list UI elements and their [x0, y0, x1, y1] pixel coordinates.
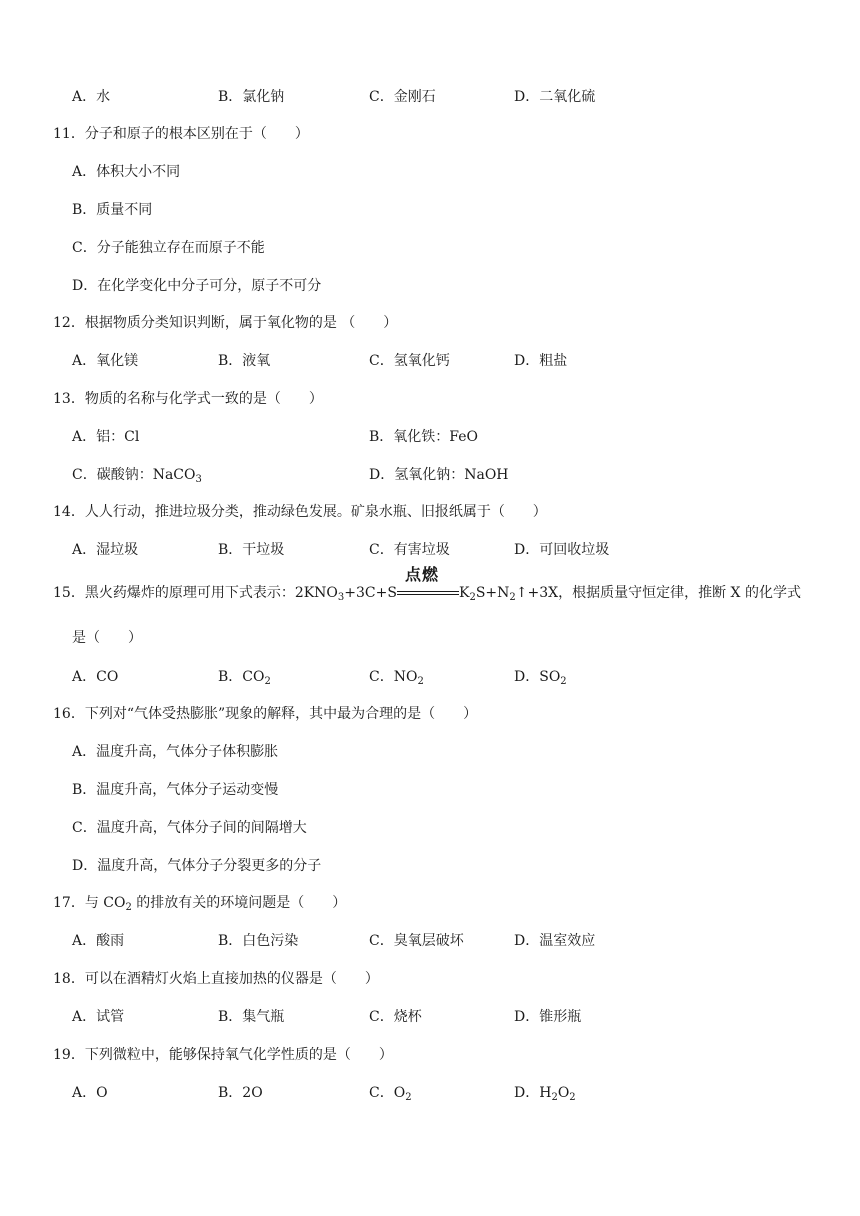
option-b[interactable]: B．质量不同	[72, 202, 153, 218]
option-d[interactable]: D．可回收垃圾	[514, 542, 610, 558]
option-b[interactable]: B．氯化钠	[218, 89, 285, 105]
option-c[interactable]: C．有害垃圾	[369, 542, 450, 558]
option-c[interactable]: C．金刚石	[369, 89, 436, 105]
option-b[interactable]: B．白色污染	[218, 933, 299, 949]
option-c[interactable]: C．氢氧化钙	[369, 353, 450, 369]
option-b[interactable]: B．集气瓶	[218, 1009, 285, 1025]
option-d[interactable]: D．粗盐	[514, 353, 568, 369]
question-stem: 11．分子和原子的根本区别在于（ ）	[53, 126, 309, 142]
option-c[interactable]: C．$NO_2$	[369, 669, 424, 687]
option-a[interactable]: A．铝：Cl	[72, 429, 140, 445]
option-a[interactable]: A．O	[72, 1085, 108, 1101]
question-stem: 12．根据物质分类知识判断，属于氧化物的是 （ ）	[53, 315, 398, 331]
option-c[interactable]: C．$O_2$	[369, 1085, 412, 1103]
question-stem-continued: 是（ ）	[72, 630, 142, 646]
option-d[interactable]: D．氢氧化钠：NaOH	[369, 467, 509, 483]
option-a[interactable]: A．水	[72, 89, 111, 105]
option-d[interactable]: D．锥形瓶	[514, 1009, 582, 1025]
question-stem: 17．与 $CO_2$ 的排放有关的环境问题是（ ）	[53, 895, 347, 913]
option-d[interactable]: D．$H_2O_2$	[514, 1085, 576, 1103]
option-a[interactable]: A．温度升高，气体分子体积膨胀	[72, 744, 279, 760]
option-d[interactable]: D．在化学变化中分子可分，原子不可分	[72, 278, 322, 294]
option-d[interactable]: D．$SO_2$	[514, 669, 567, 687]
option-d[interactable]: D．温度升高，气体分子分裂更多的分子	[72, 858, 322, 874]
question-stem: 19．下列微粒中，能够保持氧气化学性质的是（ ）	[53, 1047, 393, 1063]
option-a[interactable]: A．CO	[72, 669, 119, 685]
question-stem: 16．下列对“气体受热膨胀”现象的解释，其中最为合理的是（ ）	[53, 706, 478, 722]
option-c[interactable]: C．臭氧层破坏	[369, 933, 464, 949]
question-stem: 13．物质的名称与化学式一致的是（ ）	[53, 391, 323, 407]
option-a[interactable]: A．酸雨	[72, 933, 125, 949]
option-b[interactable]: B．2O	[218, 1085, 263, 1101]
option-b[interactable]: B．温度升高，气体分子运动变慢	[72, 782, 279, 798]
option-c[interactable]: C．温度升高，气体分子间的间隔增大	[72, 820, 307, 836]
option-a[interactable]: A．湿垃圾	[72, 542, 139, 558]
option-d[interactable]: D．温室效应	[514, 933, 596, 949]
option-c[interactable]: C．碳酸钠：NaCO$_3$	[72, 467, 202, 485]
question-stem: 14．人人行动，推进垃圾分类，推动绿色发展。矿泉水瓶、旧报纸属于（ ）	[53, 504, 547, 520]
question-stem: 15．黑火药爆炸的原理可用下式表示：$2KNO_3+3C+S$ 点燃 $K_2S+N_2↑+3X$，根据质量守恒定律，推断 X 的化学式	[53, 565, 801, 603]
option-b[interactable]: B．液氧	[218, 353, 271, 369]
option-c[interactable]: C．烧杯	[369, 1009, 422, 1025]
option-b[interactable]: B．氧化铁：FeO	[369, 429, 478, 445]
option-a[interactable]: A．试管	[72, 1009, 125, 1025]
option-c[interactable]: C．分子能独立存在而原子不能	[72, 240, 265, 256]
question-stem: 18．可以在酒精灯火焰上直接加热的仪器是（ ）	[53, 971, 379, 987]
option-a[interactable]: A．氧化镁	[72, 353, 139, 369]
option-b[interactable]: B．干垃圾	[218, 542, 285, 558]
option-b[interactable]: B．$CO_2$	[218, 669, 271, 687]
reaction-condition: 点燃	[397, 584, 459, 602]
option-d[interactable]: D．二氧化硫	[514, 89, 596, 105]
option-a[interactable]: A．体积大小不同	[72, 164, 181, 180]
